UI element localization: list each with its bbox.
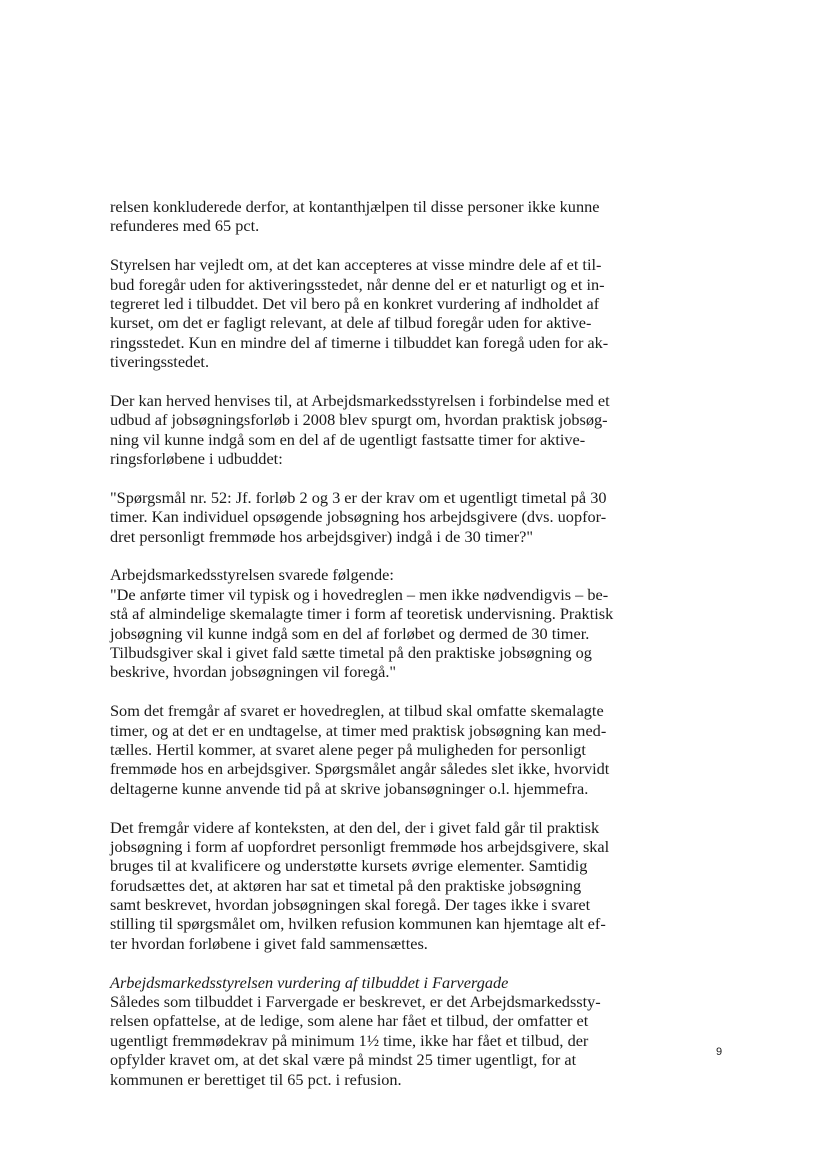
text-line: kurset, om det er fagligt relevant, at dele af tilbud foregår uden for aktive- [110, 313, 592, 333]
paragraph-7 [110, 818, 620, 954]
text-line: "De anførte timer vil typisk og i hovedreglen – men ikke nødvendigvis – be- [110, 584, 609, 604]
text-line: ringsstedet. Kun en mindre del af timerne i tilbuddet kan foregå uden for ak- [110, 332, 609, 352]
paragraph-1 [110, 197, 620, 236]
text-line: opfylder kravet om, at det skal være på mindst 25 timer ugentligt, for at [110, 1050, 577, 1070]
text-line: ter hvordan forløbene i givet fald sammensættes. [110, 933, 428, 953]
text-line: timer. Kan individuel opsøgende jobsøgning hos arbejdsgivere (dvs. uopfor- [110, 507, 607, 527]
text-line: ugentligt fremmødekrav på minimum 1½ time, ikke har fået et tilbud, der [110, 1030, 589, 1050]
section-heading: Arbejdsmarkedsstyrelsen vurdering af tilbuddet i Farvergade [110, 972, 509, 992]
text-line: tælles. Hertil kommer, at svaret alene peger på muligheden for personligt [110, 739, 586, 759]
text-line: deltagerne kunne anvende tid på at skrive jobansøgninger o.l. hjemmefra. [110, 778, 589, 798]
text-line: "Spørgsmål nr. 52: Jf. forløb 2 og 3 er der krav om et ugentligt timetal på 30 [110, 487, 607, 507]
quoted-answer [110, 565, 620, 681]
text-line: refunderes med 65 pct. [110, 216, 260, 236]
text-line: ringsforløbene i udbuddet: [110, 449, 283, 469]
text-line: tegreret led i tilbuddet. Det vil bero på en konkret vurdering af indholdet af [110, 293, 600, 313]
text-line: stå af almindelige skemalagte timer i form af teoretisk undervisning. Praktisk [110, 604, 614, 624]
text-line: jobsøgning vil kunne indgå som en del af forløbet og dermed de 30 timer. [110, 623, 590, 643]
text-line: forudsættes det, at aktøren har sat et timetal på den praktiske jobsøgning [110, 875, 582, 895]
text-line: kommunen er berettiget til 65 pct. i refusion. [110, 1069, 402, 1089]
text-line: jobsøgning i form af uopfordret personligt fremmøde hos arbejdsgivere, skal [110, 836, 610, 856]
text-line: dret personligt fremmøde hos arbejdsgiver) indgå i de 30 timer?" [110, 526, 534, 546]
quoted-question [110, 488, 620, 546]
text-line: Der kan herved henvises til, at Arbejdsmarkedsstyrelsen i forbindelse med et [110, 390, 610, 410]
text-line: samt beskrevet, hvordan jobsøgningen skal foregå. Der tages ikke i svaret [110, 895, 591, 915]
text-line: Som det fremgår af svaret er hovedreglen, at tilbud skal omfatte skemalagte [110, 701, 604, 721]
text-line: Tilbudsgiver skal i givet fald sætte timetal på den praktiske jobsøgning og [110, 642, 592, 662]
text-line: ning vil kunne indgå som en del af de ugentligt fastsatte timer for aktive- [110, 429, 586, 449]
text-line: stilling til spørgsmålet om, hvilken refusion kommunen kan hjemtage alt ef- [110, 914, 606, 934]
paragraph-6 [110, 701, 620, 798]
text-line: Det fremgår videre af konteksten, at den del, der i givet fald går til praktisk [110, 817, 600, 837]
text-line: Styrelsen har vejledt om, at det kan accepteres at visse mindre dele af et til- [110, 255, 602, 275]
text-line: relsen konkluderede derfor, at kontanthjælpen til disse personer ikke kunne [110, 197, 600, 216]
text-line: tiveringsstedet. [110, 352, 210, 372]
text-line: bud foregår uden for aktiveringsstedet, når denne del er et naturligt og et in- [110, 274, 605, 294]
text-line: timer, og at det er en undtagelse, at timer med praktisk jobsøgning kan med- [110, 720, 607, 740]
text-line: fremmøde hos en arbejdsgiver. Spørgsmålet angår således slet ikke, hvorvidt [110, 759, 610, 779]
body-text [110, 197, 620, 1089]
text-line: beskrive, hvordan jobsøgningen vil foregå." [110, 662, 397, 682]
text-line: Arbejdsmarkedsstyrelsen svarede følgende: [110, 565, 394, 585]
paragraph-3 [110, 391, 620, 469]
text-line: Således som tilbuddet i Farvergade er beskrevet, er det Arbejdsmarkedssty- [110, 992, 601, 1012]
section-final [110, 973, 620, 1089]
page-number: 9 [716, 1046, 723, 1058]
paragraph-2 [110, 255, 620, 371]
text-line: udbud af jobsøgningsforløb i 2008 blev spurgt om, hvordan praktisk jobsøg- [110, 410, 608, 430]
text-line: bruges til at kvalificere og understøtte kursets øvrige elementer. Samtidig [110, 856, 588, 876]
text-line: relsen opfattelse, at de ledige, som alene har fået et tilbud, der omfatter et [110, 1011, 589, 1031]
